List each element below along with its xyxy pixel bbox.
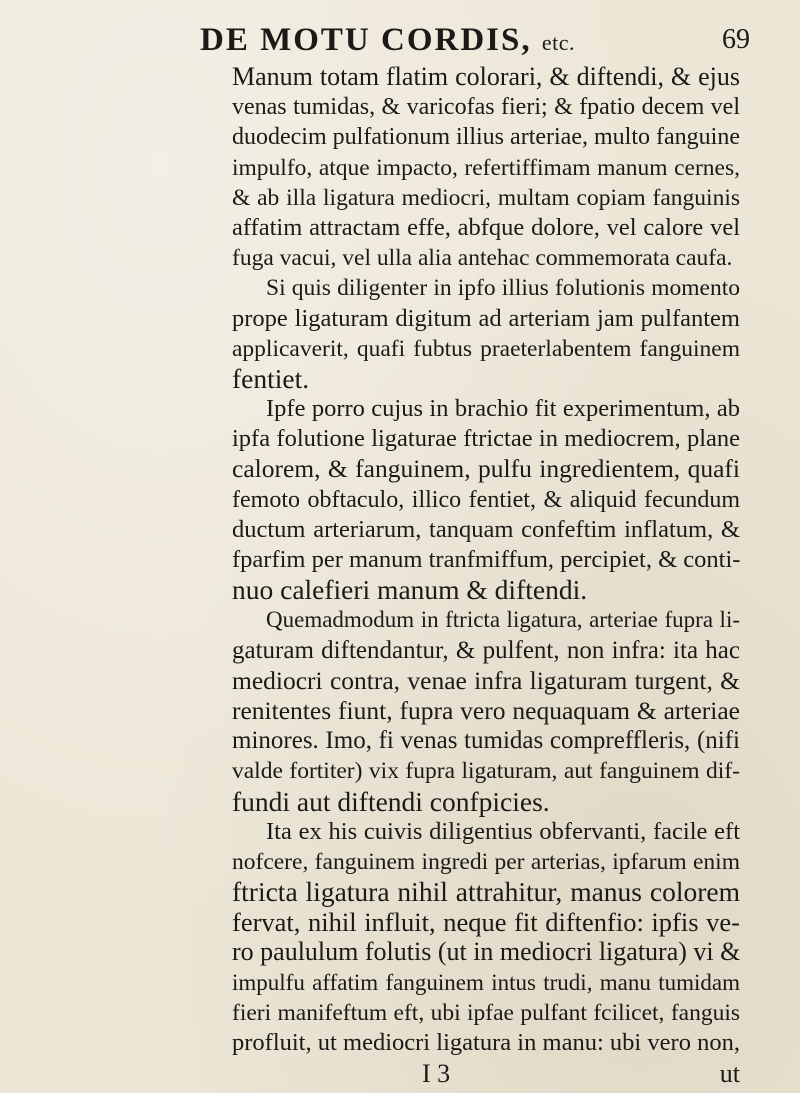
text-line: fparfim per manum tranfmiffum, percipiet, & conti- [232,546,741,573]
text-line: fundi aut diftendi confpicies. [232,785,550,817]
text-line: Ita ex his cuivis diligentius obfervanti, facile eft [266,817,740,845]
text-line: ro paululum folutis (ut in mediocri ligatura) vi & [232,937,741,967]
text-line: fentiet. [232,362,310,394]
text-line: fuga vacui, vel ulla alia antehac commemorata caufa. [232,245,733,272]
body-text [0,62,800,1058]
page-number: 69 [722,24,750,55]
text-line: nofcere, fanguinem ingredi per arterias, ipfarum enim [232,848,740,875]
running-head [150,18,750,62]
text-line: impulfo, atque impacto, refertiffimam manum cernes, [232,154,740,181]
text-line: duodecim pulfationum illius arteriae, multo fanguine [232,124,740,151]
text-line: renitentes fiunt, fupra vero nequaquam & arteriae [232,695,740,725]
text-line: venas tumidas, & varicofas fieri; & fpatio decem vel [232,94,740,121]
text-line: minores. Imo, fi venas tumidas compreffleris, (nifi [232,727,740,755]
text-line: nuo calefieri manum & diftendi. [232,574,588,606]
text-line: Manum totam flatim colorari, & diftendi, & ejus [232,62,740,91]
text-line: ipfa folutione ligaturae ftrictae in mediocrem, plane [232,425,740,453]
text-line: calorem, & fanguinem, pulfu ingredientem, quafi [232,454,740,484]
text-line: mediocri contra, venae infra ligaturam turgent, & [232,665,740,695]
running-head-etc: etc. [541,30,576,55]
signature-mark: I 3 [422,1059,451,1088]
text-line: ftricta ligatura nihil attrahitur, manus colorem [232,876,740,908]
text-line: affatim attractam effe, abfque dolore, vel calore vel [232,213,740,241]
text-line: profluit, ut mediocri ligatura in manu: ubi vero non, [232,1029,740,1056]
text-line: Ipfe porro cujus in brachio fit experimentum, ab [266,395,740,423]
text-line: femoto obftaculo, illico fentiet, & aliquid fecundum [232,486,740,513]
text-line: fervat, nihil influit, neque fit diftenfio: ipfis ve- [232,907,740,938]
text-line: Si quis diligenter in ipfo illius folutionis momento [266,275,740,302]
running-head-title-text: DE MOTU CORDIS, [200,22,532,58]
text-line: applicaverit, quafi fubtus praeterlabentem fanguinem [232,335,740,362]
text-line: & ab illa ligatura mediocri, multam copiam fanguinis [232,184,740,211]
text-line: gaturam diftendantur, & pulfent, non infra: ita hac [232,636,740,664]
text-line: ductum arteriarum, tanquam confeftim inflatum, & [232,515,740,543]
text-line: prope ligaturam digitum ad arteriam jam pulfantem [232,304,740,332]
running-head-title [200,18,575,65]
text-line: impulfu affatim fanguinem intus trudi, manu tumidam [232,969,740,995]
catchword: ut [719,1059,740,1088]
text-line: Quemadmodum in ftricta ligatura, arteriae fupra li- [266,607,740,633]
text-line: fieri manifeftum eft, ubi ipfae pulfant fcilicet, fanguis [232,999,740,1026]
text-line: valde fortiter) vix fupra ligaturam, aut fanguinem dif- [232,758,740,785]
signature-line [232,1060,740,1088]
